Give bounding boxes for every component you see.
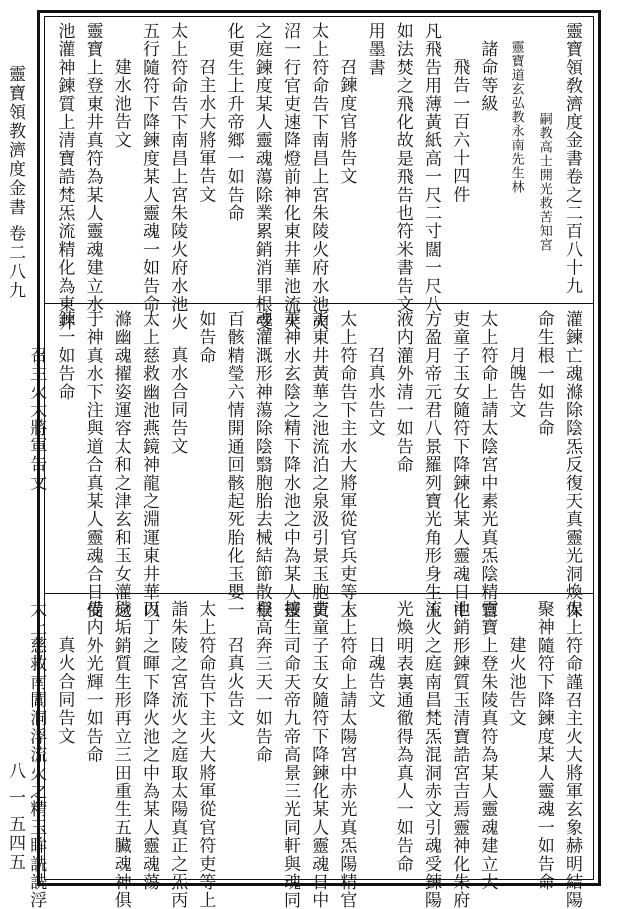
text-column: 五行隨符下降鍊度某人靈魂一如告命 bbox=[139, 22, 159, 314]
text-column: 化更生上升帝鄉一如告命 bbox=[223, 22, 244, 223]
text-column: 詣東井黃華之池流泊之泉汲引景玉胞黃 bbox=[308, 310, 329, 620]
text-column: 召鍊度官將告文 bbox=[336, 58, 357, 186]
text-column: 光煥明表裏通徹得為真人一如告命 bbox=[392, 600, 413, 873]
text-column: 靈寶上登東井真符為某人靈魂建立水 bbox=[82, 22, 103, 314]
margin-page-number: 八 一 五四五 bbox=[5, 762, 25, 872]
text-column: 嗣教高士開光救苦知宮 bbox=[536, 112, 552, 252]
text-column: 月魄告文 bbox=[505, 346, 526, 419]
text-column: 太上符命上請太陽宮中赤光真炁陽精官 bbox=[336, 600, 357, 909]
text-column: 日魂告文 bbox=[364, 636, 385, 709]
text-column: 太上慈救南閭洞浮流火之精玉眸詵詵浮 bbox=[26, 600, 47, 909]
text-column: 登高奔三天一如告命 bbox=[251, 600, 272, 764]
text-column: 吏童子玉女隨符下降鍊化某人靈魂日中 bbox=[449, 310, 470, 620]
text-column: 鍊一如告命 bbox=[54, 310, 75, 401]
text-column: 池灌神鍊質上清寶誥梵炁流精化為東井 bbox=[54, 22, 75, 332]
text-column: 用墨書 bbox=[364, 22, 385, 77]
text-column: 之庭鍊度某人靈魂蕩除業累銷消罪根受 bbox=[251, 22, 272, 332]
text-column: 穢垢銷質生形再立三田重生五臟魂神俱 bbox=[110, 600, 131, 909]
text-column: 真水合同告文 bbox=[167, 346, 188, 456]
text-column: 太上符命告下南昌上宮朱陵火府水池火 bbox=[167, 22, 188, 332]
text-column: 靈寶上登朱陵真符為某人靈魂建立大 bbox=[477, 600, 498, 892]
text-column: 備内外光輝一如告命 bbox=[82, 600, 103, 764]
text-column: 沼一行官吏速降燈前神化東井華池流火 bbox=[280, 22, 300, 332]
text-panel-top bbox=[48, 22, 590, 332]
text-column: 接生司命天帝九帝高景三光同軒與魂同 bbox=[280, 600, 300, 909]
text-column: 太上符命告下主火大將軍從官符吏等上 bbox=[195, 600, 216, 909]
text-column: 飛告一百六十四件 bbox=[449, 58, 470, 204]
text-column: 流火之庭南昌梵炁混洞赤文引魂受鍊陽 bbox=[421, 600, 441, 909]
text-column: 靈寶領敎濟度金書卷之二百八十九 bbox=[562, 22, 582, 295]
text-column: 太上符命上請太陰宮中素光真炁陰精官 bbox=[477, 310, 498, 620]
text-column: 方盈月帝元君八景羅列寶光角形身生玉 bbox=[421, 310, 441, 620]
text-column: 丙丁之暉下降火池之中為某人靈魂蕩 bbox=[139, 600, 159, 892]
text-column: 灌鍊亡魂滌除陰炁反復天真靈光洞煥保 bbox=[562, 310, 582, 620]
text-column: 華神水玄陰之精下降水池之中為某人靈 bbox=[280, 310, 300, 620]
text-column: 諸命等級 bbox=[477, 40, 498, 113]
text-column: 滌幽魂擢姿運容太和之津玄和玉女灌之 bbox=[110, 310, 131, 620]
text-column: 召真火告文 bbox=[223, 636, 244, 727]
text-column: 太上符命謹召主火大將軍玄象赫明結陽 bbox=[562, 600, 582, 909]
text-column: 于神真水下注與道合真某人靈魂合日受 bbox=[82, 310, 103, 620]
text-column: 池銷形鍊質玉清寶誥宮吉焉靈神化朱府 bbox=[449, 600, 470, 909]
text-column: 聚神隨符下降鍊度某人靈魂一如告命 bbox=[533, 600, 554, 892]
text-panel-bottom bbox=[26, 600, 590, 909]
text-column: 液内灌外清一如告命 bbox=[392, 310, 413, 474]
text-column: 吏童子玉女隨符下降鍊化某人靈魂日中 bbox=[308, 600, 329, 909]
text-column: 建水池告文 bbox=[110, 58, 131, 149]
text-column: 百骸精瑩六情開通回骸起死胎化玉嬰一 bbox=[223, 310, 244, 620]
margin-title: 靈寶領教濟度金書 卷二八九 bbox=[5, 65, 25, 301]
text-column: 詣朱陵之宮流火之庭取太陽真正之炁丙 bbox=[167, 600, 188, 909]
text-column: 靈寶道玄弘教永南先生林 bbox=[508, 40, 524, 194]
text-column: 太上符命告下南昌上宮朱陵火府水池火 bbox=[308, 22, 329, 332]
text-column: 建火池告文 bbox=[505, 636, 526, 727]
text-column: 命生根一如告命 bbox=[533, 310, 554, 438]
text-column: 如告命 bbox=[195, 310, 216, 365]
text-column: 凡飛告用薄黃紙高一尺二寸闊一尺八 bbox=[421, 22, 441, 314]
text-column: 如法焚之飛化故是飛告也符米書告文 bbox=[392, 22, 413, 314]
text-column: 魂灌溉形神蕩除陰翳胞胎去械結節散根 bbox=[251, 310, 272, 620]
text-column: 真火合同告文 bbox=[54, 636, 75, 746]
text-column: 召主水大將軍告文 bbox=[195, 58, 216, 204]
text-column: 太上慈救幽池燕鏡神龍之淵運東井華以 bbox=[139, 310, 159, 620]
text-column: 召主火大將軍告文 bbox=[26, 346, 47, 492]
text-column: 太上符命告下主水大將軍從官兵吏等上 bbox=[336, 310, 357, 620]
text-column: 召真水告文 bbox=[364, 346, 385, 437]
text-panel-middle bbox=[26, 310, 590, 620]
